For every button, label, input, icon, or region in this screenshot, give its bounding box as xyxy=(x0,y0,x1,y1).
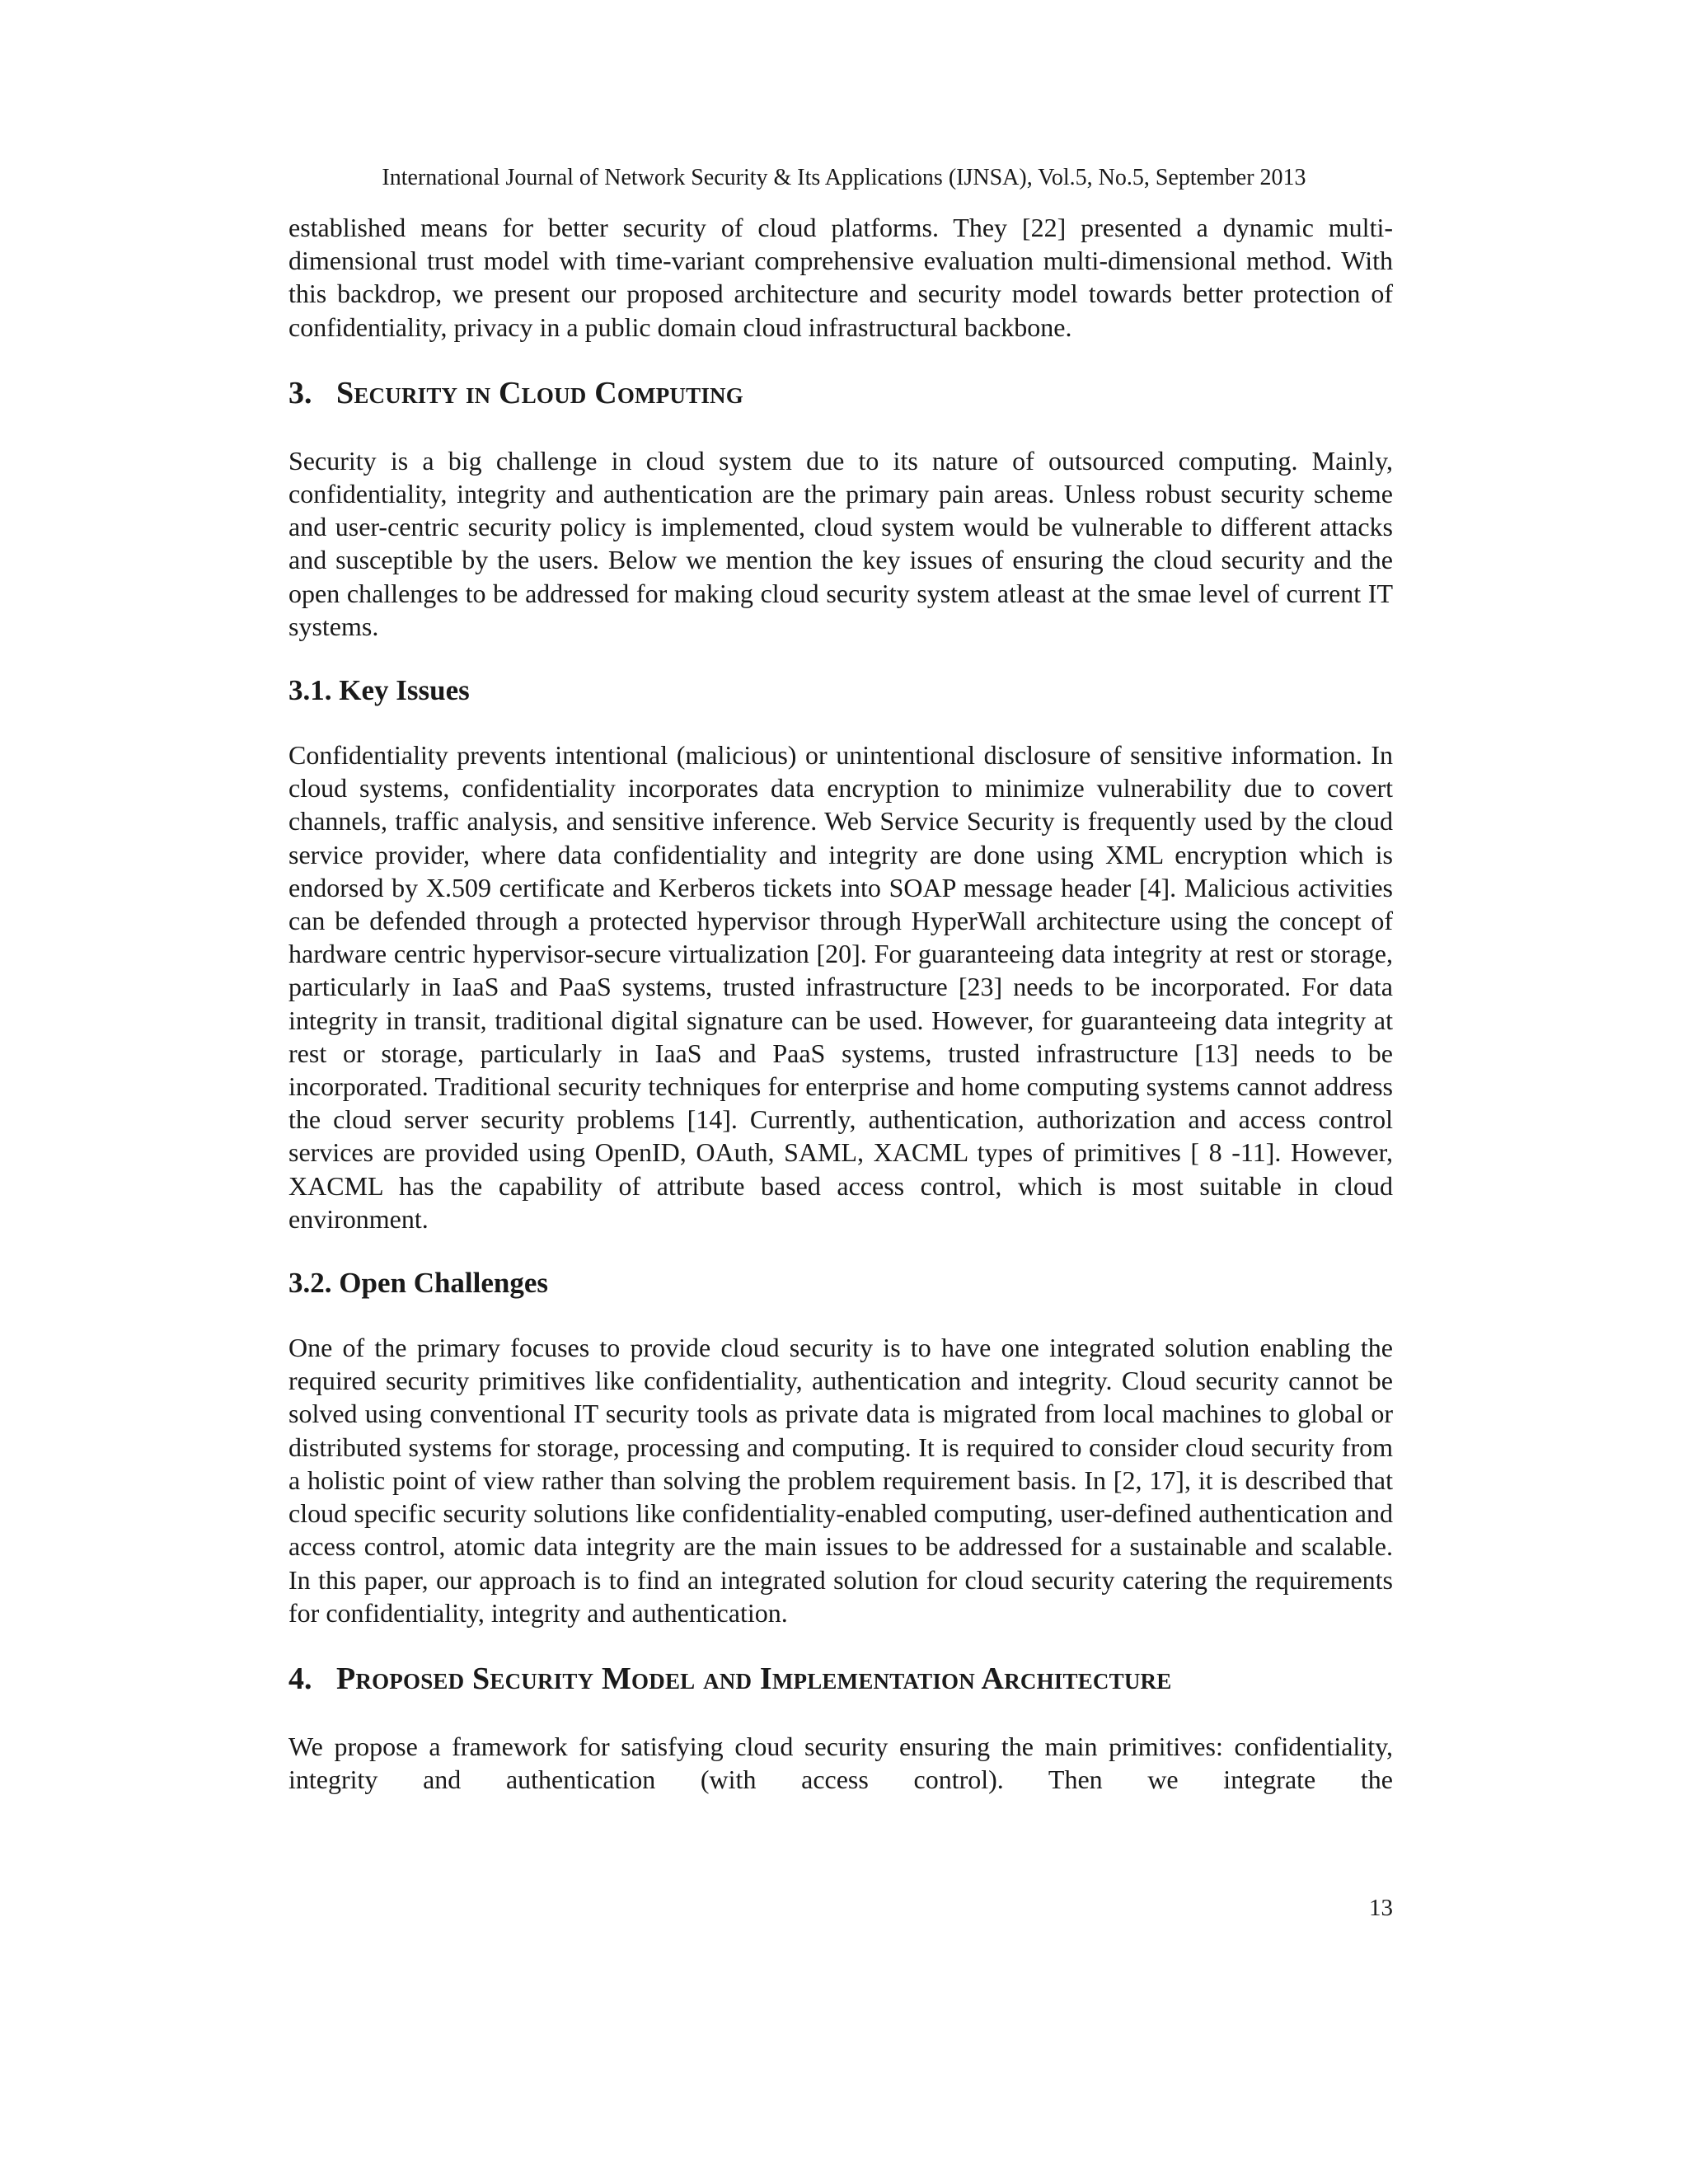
page-body xyxy=(288,211,1393,1796)
section-3-number: 3. xyxy=(288,375,312,410)
section-3-heading xyxy=(288,373,1393,413)
section-3-paragraph: Security is a big challenge in cloud system due to its nature of outsourced computing. Mainly, confidentiality, integrity and authentication are the primary pain areas. Unless robust security scheme and user-centric security policy is implemented, cloud system would be vulnerable to different attacks and susceptible by the users. Below we mention the key issues of ensuring the cloud security and the open challenges to be addressed for making cloud security system atleast at the smae level of current IT systems. xyxy=(288,445,1393,641)
section-4-title: Proposed Security Model and Implementation Architecture xyxy=(336,1661,1172,1696)
section-4-paragraph: We propose a framework for satisfying cloud security ensuring the main primitives: confidentiality, integrity and authentication (with access control). Then we integrate the xyxy=(288,1731,1393,1795)
section-3-2-heading: 3.2. Open Challenges xyxy=(288,1267,549,1300)
section-4-heading xyxy=(288,1659,1393,1699)
section-3-1-heading: 3.1. Key Issues xyxy=(288,674,470,707)
intro-paragraph: established means for better security of cloud platforms. They [22] presented a dynamic multi-dimensional trust model with time-variant comprehensive evaluation multi-dimensional method. With this backdrop, we present our proposed architecture and security model towards better protection of confidentiality, privacy in a public domain cloud infrastructural backbone. xyxy=(288,213,1393,342)
section-4-number: 4. xyxy=(288,1661,312,1696)
section-3-1-paragraph: Confidentiality prevents intentional (malicious) or unintentional disclosure of sensitive information. In cloud systems, confidentiality incorporates data encryption to minimize vulnerability due to covert channels, traffic analysis, and sensitive inference. Web Service Security is frequently used by the cloud service provider, where data confidentiality and integrity are done using XML encryption which is endorsed by X.509 certificate and Kerberos tickets into SOAP message header [4]. Malicious activities can be defended through a protected hypervisor through HyperWall architecture using the concept of hardware centric hypervisor-secure virtualization [20]. For guaranteeing data integrity at rest or storage, particularly in IaaS and PaaS systems, trusted infrastructure [23] needs to be incorporated. For data integrity in transit, traditional digital signature can be used. However, for guaranteeing data integrity at rest or storage, particularly in IaaS and PaaS systems, trusted infrastructure [13] needs to be incorporated. Traditional security techniques for enterprise and home computing systems cannot address the cloud server security problems [14]. Currently, authentication, authorization and access control services are provided using OpenID, OAuth, SAML, XACML types of primitives [ 8 -11]. However, XACML has the capability of attribute based access control, which is most suitable in cloud environment. xyxy=(288,740,1393,1234)
section-3-2-paragraph: One of the primary focuses to provide cloud security is to have one integrated solution enabling the required security primitives like confidentiality, authentication and integrity. Cloud security cannot be solved using conventional IT security tools as private data is migrated from local machines to global or distributed systems for storage, processing and computing. It is required to consider cloud security from a holistic point of view rather than solving the problem requirement basis. In [2, 17], it is described that cloud specific security solutions like confidentiality-enabled computing, user-defined authentication and access control, atomic data integrity are the main issues to be addressed for a sustainable and scalable. In this paper, our approach is to find an integrated solution for cloud security catering the requirements for confidentiality, integrity and authentication. xyxy=(288,1333,1393,1628)
section-3-title: Security in Cloud Computing xyxy=(336,375,743,410)
running-header: International Journal of Network Security & Its Applications (IJNSA), Vol.5, No.5, September 2013 xyxy=(382,165,1306,190)
page-number: 13 xyxy=(1369,1895,1393,1921)
